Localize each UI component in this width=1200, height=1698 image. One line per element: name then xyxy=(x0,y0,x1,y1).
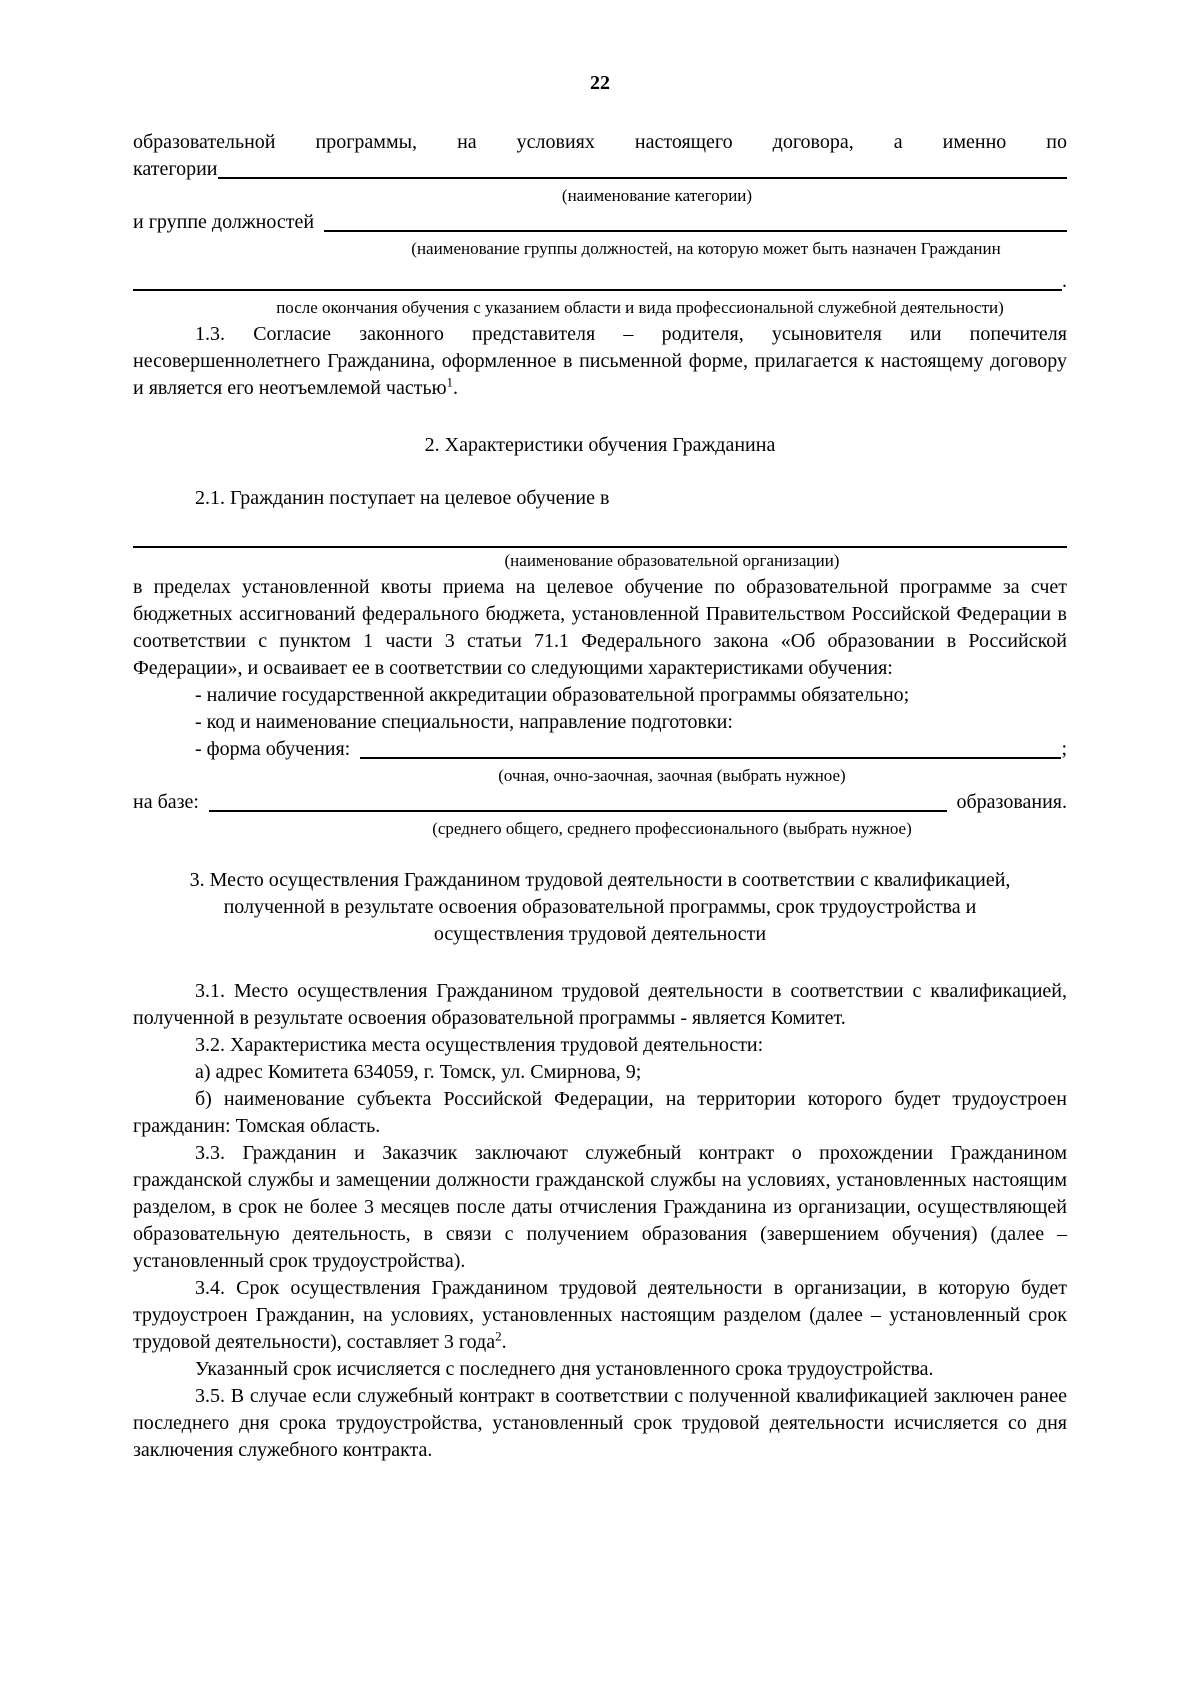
footnote-marker-1: 1 xyxy=(446,374,454,390)
paragraph-3-4-tail: . xyxy=(501,1331,507,1353)
paragraph-intro-line: образовательной программы, на условиях настоящего договора, а именно по xyxy=(133,131,1067,153)
paragraph-3-2-b: б) наименование субъекта Российской Федерации, на территории которого будет трудоустроен гражданин: Томская область. xyxy=(133,1088,1067,1137)
group-field-row-2 xyxy=(133,268,1067,295)
paragraph-3-2-a: а) адрес Комитета 634059, г. Томск, ул. Смирнова, 9; xyxy=(195,1061,642,1083)
paragraph-3-3: 3.3. Гражданин и Заказчик заключают служебный контракт о прохождении Гражданином гражданской службы и замещении должности гражданской службы на условиях, установленных настоящим разделом, в срок не более 3 месяцев после даты отчисления Гражданина из организации, осуществляющей образовательную деятельность, в связи с получением образования (завершением обучения) (далее – установленный срок трудоустройства). xyxy=(133,1142,1067,1272)
paragraph-3-2: 3.2. Характеристика места осуществления трудовой деятельности: xyxy=(195,1034,764,1056)
paragraph-3-1: 3.1. Место осуществления Гражданином трудовой деятельности в соответствии с квалификацией, полученной в результате освоения образовательной программы - является Комитет. xyxy=(133,980,1067,1029)
paragraph-1-3 xyxy=(133,321,1067,402)
paragraph-1-3-text: 1.3. Согласие законного представителя – родителя, усыновителя или попечителя несовершеннолетнего Гражданина, оформленное в письменной форме, прилагается к настоящему договору и является его неотъемлемой частью xyxy=(133,323,1067,399)
education-base-label: на базе: xyxy=(133,791,199,813)
education-form-field-row xyxy=(133,736,1067,763)
paragraph-3-5: 3.5. В случае если служебный контракт в соответствии с полученной квалификацией заключен ранее последнего дня срока трудоустройства, установленный срок трудовой деятельности исчисляется со дня заключения служебного контракта. xyxy=(133,1385,1067,1461)
footnote-marker-2: 2 xyxy=(495,1328,502,1344)
group-blank-line-2 xyxy=(133,268,1062,291)
paragraph-1-3-tail: . xyxy=(453,377,459,399)
section-2-heading: 2. Характеристики обучения Гражданина xyxy=(424,434,776,456)
education-base-caption: (среднего общего, среднего профессионального (выбрать нужное) xyxy=(432,819,912,838)
education-base-field-row xyxy=(133,789,1067,816)
paragraph-3-4 xyxy=(133,1275,1067,1356)
page-number: 22 xyxy=(590,72,610,94)
group-label: и группе должностей xyxy=(133,211,315,233)
group-period: . xyxy=(1062,270,1067,292)
organization-blank-line xyxy=(133,525,1067,548)
paragraph-3-4-note: Указанный срок исчисляется с последнего дня установленного срока трудоустройства. xyxy=(195,1358,934,1380)
category-blank-line xyxy=(218,156,1067,179)
group-caption-line2: после окончания обучения с указанием области и вида профессиональной служебной деятельности) xyxy=(276,298,1004,317)
category-label: категории xyxy=(133,158,218,180)
education-form-tail: ; xyxy=(1061,738,1067,760)
education-form-label: - форма обучения: xyxy=(195,738,351,760)
education-base-blank-line xyxy=(209,789,947,812)
paragraph-2-1-continued: в пределах установленной квоты приема на целевое обучение по образовательной программе за счет бюджетных ассигнований федерального бюджета, установленной Правительством Российской Федерации в соответствии с пунктом 1 части 3 статьи 71.1 Федерального закона «Об образовании в Российской Федерации», и осваивает ее в соответствии со следующими характеристиками обучения: xyxy=(133,576,1067,679)
list-item-specialty-code: - код и наименование специальности, направление подготовки: xyxy=(195,711,733,733)
list-item-accreditation: - наличие государственной аккредитации образовательной программы обязательно; xyxy=(195,684,910,706)
category-caption: (наименование категории) xyxy=(561,186,753,205)
group-blank-line xyxy=(324,209,1067,232)
category-field-row xyxy=(133,156,1067,183)
paragraph-2-1: 2.1. Гражданин поступает на целевое обучение в xyxy=(195,487,610,509)
education-form-blank-line xyxy=(360,736,1061,759)
education-base-tail: образования. xyxy=(956,791,1067,813)
group-field-row xyxy=(133,209,1067,236)
organization-field-row xyxy=(133,525,1067,548)
organization-caption: (наименование образовательной организации) xyxy=(504,551,840,570)
education-form-caption: (очная, очно-заочная, заочная (выбрать нужное) xyxy=(498,766,846,785)
section-3-heading: 3. Место осуществления Гражданином трудовой деятельности в соответствии с квалификацией, полученной в результате освоения образовательной программы, срок трудоустройства и осуществления трудовой деятельности xyxy=(189,869,1011,945)
paragraph-3-4-text: 3.4. Срок осуществления Гражданином трудовой деятельности в организации, в которую будет трудоустроен Гражданин, на условиях, установленных настоящим разделом (далее – установленный срок трудовой деятельности), составляет 3 года xyxy=(133,1277,1067,1353)
group-caption-line1: (наименование группы должностей, на которую может быть назначен Гражданин xyxy=(411,239,1001,258)
